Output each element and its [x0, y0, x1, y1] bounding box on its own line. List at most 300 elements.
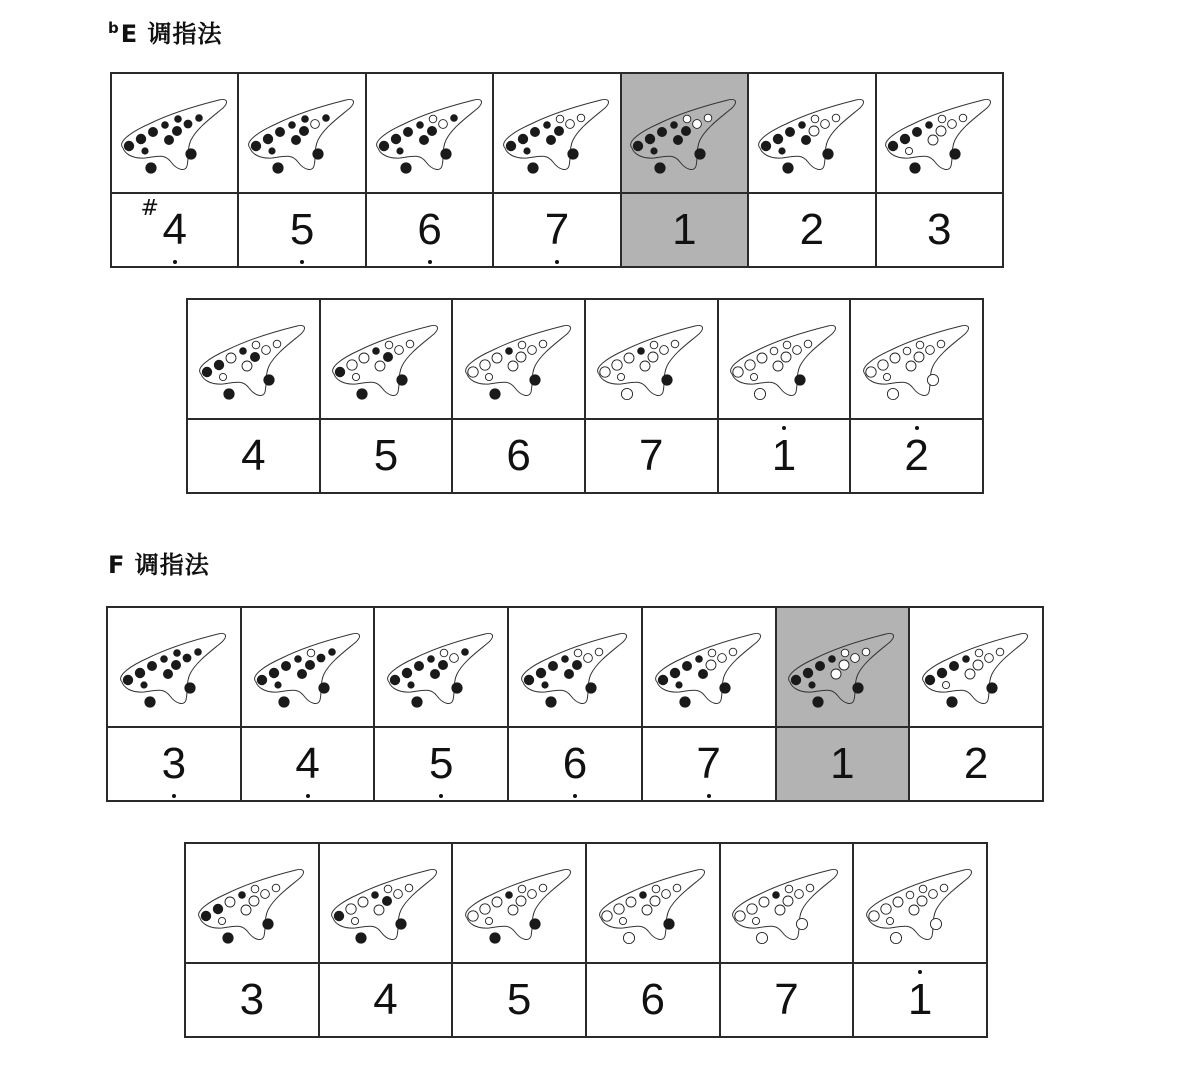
hole-closed-icon: [651, 147, 658, 154]
hole-open-icon: [352, 373, 359, 380]
fingering-diagram-cell: [185, 843, 319, 963]
hole-open-icon: [438, 120, 447, 129]
hole-open-icon: [931, 918, 942, 929]
hole-closed-icon: [529, 374, 540, 385]
hole-open-icon: [759, 897, 769, 907]
hole-open-icon: [539, 340, 547, 348]
hole-closed-icon: [263, 134, 273, 144]
hole-open-icon: [975, 649, 983, 657]
hole-closed-icon: [201, 911, 211, 921]
hole-open-icon: [851, 654, 860, 663]
note-number: [830, 739, 855, 788]
fingering-diagram-cell: [452, 299, 585, 419]
hole-open-icon: [927, 374, 938, 385]
hole-open-icon: [877, 360, 887, 370]
ocarina-fingering-icon: [325, 858, 445, 948]
hole-open-icon: [671, 340, 679, 348]
fingering-chart-eflat-row1: [110, 72, 1004, 268]
hole-open-icon: [622, 388, 633, 399]
hole-open-icon: [516, 352, 526, 362]
hole-open-icon: [869, 911, 879, 921]
hole-open-icon: [375, 361, 385, 371]
hole-open-icon: [773, 361, 783, 371]
note-label: 4: [162, 205, 187, 254]
hole-closed-icon: [299, 126, 309, 136]
fingering-diagram-cell: [850, 299, 983, 419]
hole-closed-icon: [794, 374, 805, 385]
hole-open-icon: [948, 120, 957, 129]
hole-closed-icon: [524, 675, 534, 685]
hole-open-icon: [485, 373, 492, 380]
hole-closed-icon: [174, 115, 182, 123]
hole-closed-icon: [639, 891, 647, 899]
hole-closed-icon: [912, 127, 922, 137]
ocarina-fingering-icon: [649, 622, 769, 712]
hole-open-icon: [909, 905, 919, 915]
note-label: 6: [506, 431, 531, 480]
hole-closed-icon: [136, 134, 146, 144]
hole-open-icon: [883, 373, 890, 380]
hole-closed-icon: [240, 347, 248, 355]
note-number: [904, 431, 929, 480]
hole-open-icon: [750, 373, 757, 380]
hole-open-icon: [916, 341, 924, 349]
hole-open-icon: [359, 353, 369, 363]
note-cell: [241, 727, 375, 801]
hole-closed-icon: [318, 682, 329, 693]
hole-open-icon: [745, 360, 755, 370]
hole-closed-icon: [135, 668, 145, 678]
ocarina-fingering-icon: [515, 622, 635, 712]
hole-closed-icon: [222, 932, 233, 943]
hole-open-icon: [925, 346, 934, 355]
hole-open-icon: [863, 648, 871, 656]
note-number: [639, 431, 664, 480]
hole-open-icon: [757, 932, 768, 943]
hole-closed-icon: [505, 347, 513, 355]
fingering-diagram-cell: [748, 73, 875, 193]
note-number: [506, 431, 531, 480]
note-number: [771, 431, 797, 480]
note-number: [417, 205, 442, 254]
hole-open-icon: [429, 115, 437, 123]
hole-closed-icon: [274, 681, 281, 688]
hole-closed-icon: [773, 134, 783, 144]
hole-closed-icon: [548, 661, 558, 671]
hole-open-icon: [754, 388, 765, 399]
fingering-diagram-cell: [111, 73, 238, 193]
hole-open-icon: [311, 120, 320, 129]
hole-closed-icon: [925, 675, 935, 685]
hole-open-icon: [839, 660, 849, 670]
hole-open-icon: [347, 360, 357, 370]
hole-closed-icon: [461, 648, 469, 656]
ocarina-fingering-icon: [326, 314, 446, 404]
note-number: [239, 975, 265, 1024]
fingering-chart-f-row1: [106, 606, 1044, 802]
hole-open-icon: [747, 904, 757, 914]
hole-open-icon: [660, 346, 669, 355]
hole-open-icon: [225, 897, 235, 907]
fingering-chart-eflat-row2: [186, 298, 984, 494]
hole-closed-icon: [761, 141, 771, 151]
hole-open-icon: [693, 120, 702, 129]
hole-open-icon: [508, 905, 518, 915]
hole-closed-icon: [256, 675, 266, 685]
hole-open-icon: [539, 884, 547, 892]
hole-closed-icon: [440, 148, 451, 159]
hole-open-icon: [887, 917, 894, 924]
fingering-diagram-cell: [319, 843, 453, 963]
fingering-diagram-cell: [876, 73, 1003, 193]
ocarina-fingering-icon: [624, 88, 744, 178]
ocarina-fingering-icon: [916, 622, 1036, 712]
hole-closed-icon: [305, 660, 315, 670]
ocarina-fingering-icon: [370, 88, 490, 178]
fingering-diagram-cell: [909, 607, 1043, 727]
hole-open-icon: [480, 904, 490, 914]
note-label: 4: [373, 975, 398, 1024]
hole-closed-icon: [900, 134, 910, 144]
hole-open-icon: [938, 115, 946, 123]
hole-closed-icon: [163, 669, 173, 679]
hole-closed-icon: [396, 374, 407, 385]
note-cell: [374, 727, 508, 801]
note-cell: [107, 727, 241, 801]
hole-open-icon: [468, 911, 478, 921]
hole-closed-icon: [264, 374, 275, 385]
note-label: 6: [640, 975, 666, 1024]
hole-closed-icon: [275, 127, 285, 137]
hole-open-icon: [467, 367, 477, 377]
hole-open-icon: [650, 896, 660, 906]
hole-closed-icon: [408, 681, 415, 688]
fingering-diagram-cell: [366, 73, 493, 193]
ocarina-fingering-icon: [724, 314, 844, 404]
hole-open-icon: [385, 885, 393, 893]
hole-open-icon: [577, 114, 585, 122]
hole-closed-icon: [328, 648, 336, 656]
hole-closed-icon: [541, 681, 548, 688]
note-number: [696, 739, 721, 788]
hole-open-icon: [797, 918, 808, 929]
hole-closed-icon: [663, 918, 674, 929]
hole-closed-icon: [791, 675, 801, 685]
hole-closed-icon: [490, 932, 501, 943]
fingering-diagram-cell: [508, 607, 642, 727]
note-cell: [748, 193, 875, 267]
hole-closed-icon: [335, 367, 345, 377]
hole-open-icon: [527, 346, 536, 355]
flat-sign: b: [108, 19, 120, 37]
hole-closed-icon: [657, 675, 667, 685]
note-label: 2: [799, 205, 825, 254]
ocarina-fingering-icon: [192, 858, 312, 948]
note-cell: [621, 193, 748, 267]
hole-closed-icon: [250, 352, 260, 362]
ocarina-fingering-icon: [381, 622, 501, 712]
hole-closed-icon: [567, 148, 578, 159]
hole-open-icon: [251, 885, 259, 893]
hole-closed-icon: [390, 675, 400, 685]
ocarina-fingering-icon: [459, 858, 579, 948]
hole-open-icon: [809, 126, 819, 136]
note-cell: [850, 419, 983, 493]
hole-open-icon: [887, 388, 898, 399]
hole-closed-icon: [124, 141, 134, 151]
ocarina-fingering-icon: [193, 314, 313, 404]
hole-open-icon: [262, 346, 271, 355]
note-label: 3: [239, 975, 265, 1024]
note-number: [963, 739, 989, 788]
hole-open-icon: [492, 897, 502, 907]
hole-open-icon: [642, 905, 652, 915]
note-label: 1: [771, 431, 797, 480]
hole-open-icon: [914, 352, 924, 362]
sharp-sign: #: [140, 196, 159, 221]
hole-closed-icon: [402, 668, 412, 678]
hole-open-icon: [906, 361, 916, 371]
hole-open-icon: [673, 884, 681, 892]
hole-open-icon: [919, 885, 927, 893]
hole-closed-icon: [147, 661, 157, 671]
hole-closed-icon: [182, 654, 191, 663]
note-cell: [366, 193, 493, 267]
hole-open-icon: [518, 885, 526, 893]
hole-closed-icon: [173, 649, 181, 657]
note-number: [562, 739, 588, 788]
hole-open-icon: [770, 347, 778, 355]
hole-open-icon: [566, 120, 575, 129]
note-cell: [238, 193, 365, 267]
hole-closed-icon: [383, 352, 393, 362]
hole-closed-icon: [949, 661, 959, 671]
note-cell: [452, 419, 585, 493]
hole-open-icon: [753, 917, 760, 924]
hole-open-icon: [937, 340, 945, 348]
hole-open-icon: [226, 353, 236, 363]
hole-closed-icon: [822, 148, 833, 159]
title-text: E 调指法: [120, 20, 223, 48]
hole-open-icon: [781, 352, 791, 362]
note-label: 5: [506, 975, 532, 1024]
hole-open-icon: [619, 917, 626, 924]
hole-closed-icon: [527, 162, 538, 173]
hole-open-icon: [893, 897, 903, 907]
note-label: 1: [830, 739, 855, 788]
fingering-diagram-cell: [776, 607, 910, 727]
note-number: [429, 739, 454, 788]
hole-open-icon: [600, 367, 610, 377]
hole-open-icon: [890, 353, 900, 363]
note-number: [373, 431, 399, 480]
hole-closed-icon: [144, 696, 155, 707]
hole-closed-icon: [657, 127, 667, 137]
hole-closed-icon: [372, 891, 380, 899]
ocarina-fingering-icon: [115, 88, 235, 178]
hole-closed-icon: [322, 114, 330, 122]
hole-closed-icon: [382, 896, 392, 906]
hole-closed-icon: [719, 682, 730, 693]
hole-open-icon: [891, 932, 902, 943]
note-label: 7: [544, 205, 570, 254]
hole-closed-icon: [785, 127, 795, 137]
hole-closed-icon: [673, 135, 683, 145]
fingering-diagram-cell: [853, 843, 987, 963]
note-number: [289, 205, 315, 254]
ocarina-fingering-icon: [248, 622, 368, 712]
hole-open-icon: [959, 114, 967, 122]
fingering-diagram-cell: [621, 73, 748, 193]
hole-closed-icon: [164, 135, 174, 145]
hole-open-icon: [804, 340, 812, 348]
hole-closed-icon: [294, 655, 302, 663]
hole-closed-icon: [536, 668, 546, 678]
hole-closed-icon: [356, 388, 367, 399]
hole-closed-icon: [372, 347, 380, 355]
hole-open-icon: [906, 891, 914, 899]
hole-closed-icon: [396, 918, 407, 929]
hole-closed-icon: [803, 668, 813, 678]
fingering-chart-f-row2: [184, 842, 988, 1038]
hole-open-icon: [865, 367, 875, 377]
hole-closed-icon: [288, 121, 296, 129]
hole-closed-icon: [773, 891, 781, 899]
ocarina-fingering-icon: [860, 858, 980, 948]
fingering-diagram-cell: [718, 299, 851, 419]
note-label: 5: [289, 205, 315, 254]
hole-open-icon: [218, 917, 225, 924]
hole-closed-icon: [506, 141, 516, 151]
hole-closed-icon: [450, 114, 458, 122]
note-label: 2: [963, 739, 989, 788]
hole-closed-icon: [184, 682, 195, 693]
hole-open-icon: [518, 341, 526, 349]
hole-open-icon: [640, 361, 650, 371]
hole-closed-icon: [262, 918, 273, 929]
ocarina-fingering-icon: [782, 622, 902, 712]
hole-open-icon: [508, 361, 518, 371]
hole-closed-icon: [195, 114, 203, 122]
fingering-diagram-cell: [187, 299, 320, 419]
hole-closed-icon: [396, 147, 403, 154]
ocarina-fingering-icon: [726, 858, 846, 948]
hole-open-icon: [516, 896, 526, 906]
hole-open-icon: [661, 890, 670, 899]
hole-closed-icon: [695, 148, 706, 159]
hole-closed-icon: [412, 696, 423, 707]
hole-closed-icon: [546, 135, 556, 145]
hole-closed-icon: [297, 669, 307, 679]
hole-closed-icon: [950, 148, 961, 159]
note-label: 2: [904, 431, 929, 480]
hole-closed-icon: [947, 696, 958, 707]
hole-closed-icon: [224, 388, 235, 399]
hole-open-icon: [556, 115, 564, 123]
fingering-diagram-cell: [452, 843, 586, 963]
hole-closed-icon: [489, 388, 500, 399]
fingering-diagram-cell: [241, 607, 375, 727]
note-number: [241, 431, 266, 480]
hole-closed-icon: [695, 655, 703, 663]
ocarina-fingering-icon: [752, 88, 872, 178]
ocarina-fingering-icon: [242, 88, 362, 178]
note-number: [672, 205, 697, 254]
hole-open-icon: [626, 897, 636, 907]
hole-closed-icon: [518, 134, 528, 144]
hole-closed-icon: [530, 127, 540, 137]
hole-open-icon: [820, 120, 829, 129]
hole-open-icon: [260, 890, 269, 899]
hole-closed-icon: [829, 655, 837, 663]
hole-closed-icon: [141, 147, 148, 154]
hole-open-icon: [623, 932, 634, 943]
fingering-diagram-cell: [320, 299, 453, 419]
note-cell: [876, 193, 1003, 267]
note-label: 3: [161, 739, 187, 788]
hole-open-icon: [241, 905, 251, 915]
fingering-diagram-cell: [720, 843, 854, 963]
fingering-diagram-cell: [238, 73, 365, 193]
note-number: [907, 975, 933, 1024]
hole-closed-icon: [400, 162, 411, 173]
hole-open-icon: [406, 884, 414, 892]
hole-open-icon: [831, 669, 841, 679]
note-cell: [586, 963, 720, 1037]
hole-open-icon: [220, 373, 227, 380]
note-number: [161, 739, 187, 788]
note-label: 4: [241, 431, 266, 480]
hole-closed-icon: [213, 904, 223, 914]
ocarina-fingering-icon: [593, 858, 713, 948]
note-cell: [585, 419, 718, 493]
hole-closed-icon: [530, 918, 541, 929]
hole-open-icon: [717, 654, 726, 663]
note-cell: [185, 963, 319, 1037]
note-label: 3: [927, 205, 952, 254]
hole-open-icon: [811, 115, 819, 123]
hole-closed-icon: [194, 648, 202, 656]
hole-open-icon: [936, 126, 946, 136]
hole-closed-icon: [669, 668, 679, 678]
hole-closed-icon: [675, 681, 682, 688]
hole-closed-icon: [888, 141, 898, 151]
hole-open-icon: [358, 897, 368, 907]
note-number: [927, 205, 952, 254]
hole-closed-icon: [809, 681, 816, 688]
hole-closed-icon: [419, 135, 429, 145]
hole-open-icon: [832, 114, 840, 122]
hole-open-icon: [492, 353, 502, 363]
hole-open-icon: [775, 905, 785, 915]
fingering-diagram-cell: [493, 73, 620, 193]
hole-open-icon: [729, 648, 737, 656]
hole-closed-icon: [171, 660, 181, 670]
hole-open-icon: [929, 890, 938, 899]
ocarina-fingering-icon: [459, 314, 579, 404]
hole-closed-icon: [798, 121, 806, 129]
note-number: [140, 196, 187, 254]
hole-open-icon: [242, 361, 252, 371]
hole-closed-icon: [291, 135, 301, 145]
note-cell: [718, 419, 851, 493]
hole-closed-icon: [682, 661, 692, 671]
hole-closed-icon: [645, 134, 655, 144]
hole-open-icon: [624, 353, 634, 363]
hole-closed-icon: [853, 682, 864, 693]
hole-open-icon: [648, 352, 658, 362]
hole-closed-icon: [801, 135, 811, 145]
